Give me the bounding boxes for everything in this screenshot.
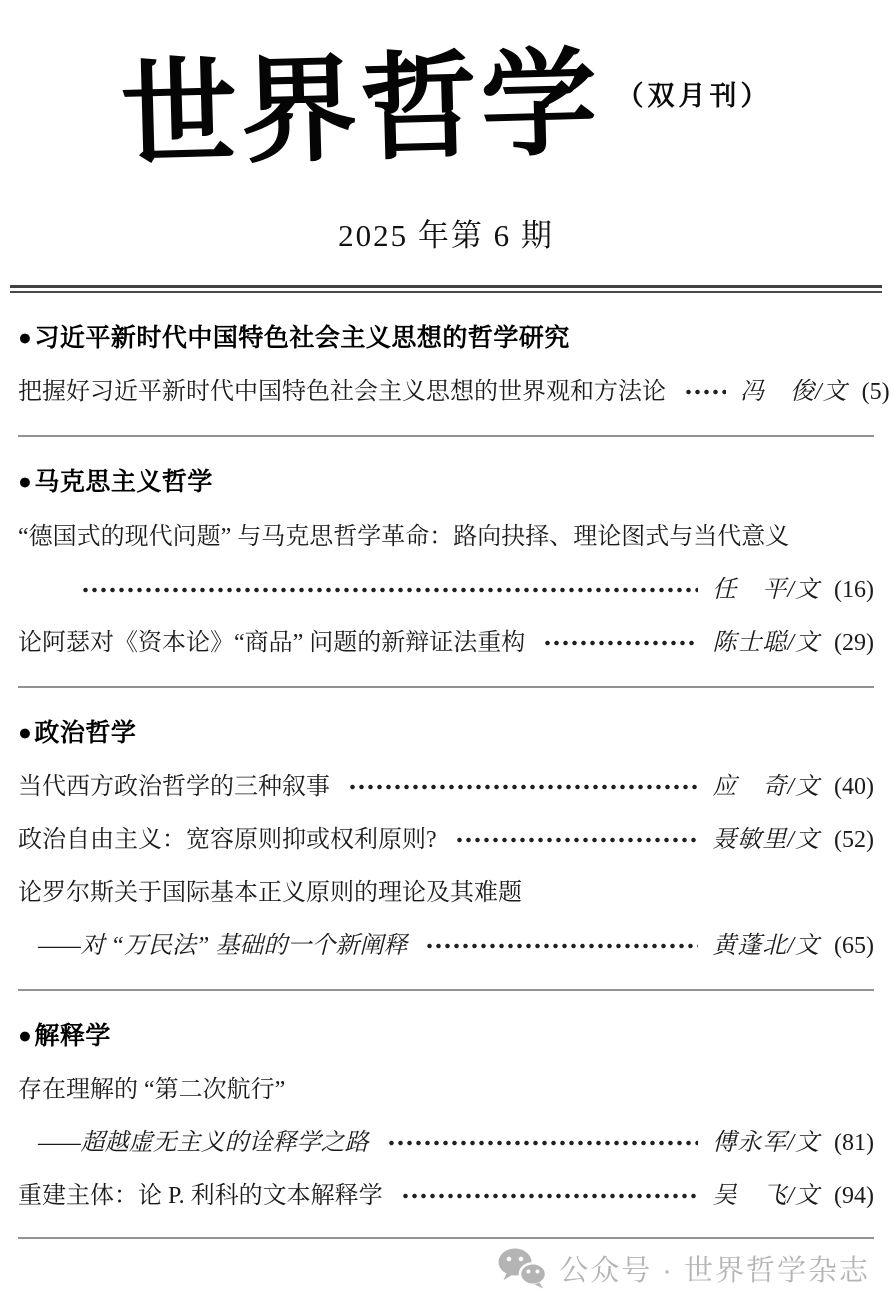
dot-leader: [453, 837, 699, 843]
dot-leader: [385, 1140, 699, 1146]
article-page-number: (29): [834, 629, 874, 656]
section-political-philosophy: [18, 718, 874, 961]
article-row-continuation: [18, 575, 874, 605]
article-title: 重建主体：论 P. 利科的文本解释学: [18, 1183, 383, 1209]
dot-leader: [346, 784, 698, 790]
dot-leader: [541, 640, 698, 646]
article-page-number: (65): [834, 932, 874, 959]
article-page-number: (94): [834, 1183, 874, 1209]
bullet-icon: ●: [18, 324, 33, 350]
article-row: [18, 377, 890, 407]
article-subtitle: ——超越虚无主义的诠释学之路: [38, 1130, 369, 1156]
article-author: 陈士聪/文: [712, 629, 821, 656]
article-subtitle-row: [18, 931, 874, 961]
dot-leader: [682, 389, 726, 395]
watermark: [18, 1247, 874, 1289]
article-title: 把握好习近平新时代中国特色社会主义思想的世界观和方法论: [18, 379, 666, 406]
article-page-number: (40): [834, 773, 874, 800]
article-author: 冯 俊/文: [740, 379, 848, 406]
section-label: 政治哲学: [34, 718, 137, 747]
article-page-number: (52): [834, 826, 874, 853]
article-title: 论阿瑟对《资本论》“商品” 问题的新辩证法重构: [18, 629, 526, 656]
article-page-number: (16): [834, 576, 874, 603]
article-row: [18, 772, 874, 802]
article-title: 政治自由主义：宽容原则抑或权利原则?: [18, 826, 437, 853]
dot-leader: [79, 587, 698, 593]
section-header: [18, 1021, 874, 1052]
article-row: [18, 825, 874, 855]
bullet-icon: ●: [18, 1021, 33, 1048]
footer-divider: [18, 1237, 874, 1239]
issue-line: 2025 年第 6 期: [338, 218, 554, 253]
section-hermeneutics: [18, 1021, 874, 1211]
section-divider: [18, 686, 874, 688]
article-page-number: (81): [834, 1130, 874, 1156]
section-header: [18, 467, 874, 498]
article-page-number: (5): [861, 379, 890, 406]
article-row: [18, 878, 874, 908]
article-author: 聂敏里/文: [712, 826, 821, 853]
article-subtitle-row: [18, 1128, 874, 1158]
section-label: 解释学: [34, 1021, 111, 1050]
section-marxist-philosophy: [18, 467, 874, 657]
article-author: 傅永军/文: [712, 1130, 821, 1156]
dot-leader: [399, 1193, 699, 1199]
article-title: 论罗尔斯关于国际基本正义原则的理论及其难题: [18, 879, 522, 906]
journal-title-calligraphy: 世界哲学: [118, 34, 603, 184]
wechat-icon: [497, 1247, 547, 1289]
dot-leader: [423, 943, 698, 949]
article-row: [18, 1075, 874, 1105]
section-divider: [18, 435, 874, 437]
section-divider: [18, 989, 874, 991]
article-title: “德国式的现代问题” 与马克思哲学革命：路向抉择、理论图式与当代意义: [18, 523, 790, 550]
article-subtitle: ——对 “万民法” 基础的一个新阐释: [38, 932, 408, 959]
article-author: 黄蓬北/文: [712, 932, 821, 959]
section-xi-thought: [18, 323, 890, 407]
masthead: [18, 0, 874, 194]
section-header: [18, 323, 874, 354]
article-author: 任 平/文: [712, 576, 821, 603]
article-row: [18, 522, 874, 552]
section-header: [18, 718, 874, 749]
section-label: 习近平新时代中国特色社会主义思想的哲学研究: [34, 324, 570, 352]
article-title: 存在理解的 “第二次航行”: [18, 1077, 286, 1103]
article-row: [18, 1181, 874, 1211]
bullet-icon: ●: [18, 718, 33, 745]
article-author: 应 奇/文: [712, 773, 821, 800]
article-row: [18, 628, 874, 658]
section-label: 马克思主义哲学: [34, 468, 213, 497]
journal-frequency-label: （双月刊）: [616, 80, 772, 112]
double-rule-divider: [10, 285, 882, 293]
article-title: 当代西方政治哲学的三种叙事: [18, 773, 330, 800]
article-author: 吴 飞/文: [712, 1183, 821, 1209]
bullet-icon: ●: [18, 468, 33, 495]
watermark-text: 公众号 · 世界哲学杂志: [559, 1254, 870, 1287]
